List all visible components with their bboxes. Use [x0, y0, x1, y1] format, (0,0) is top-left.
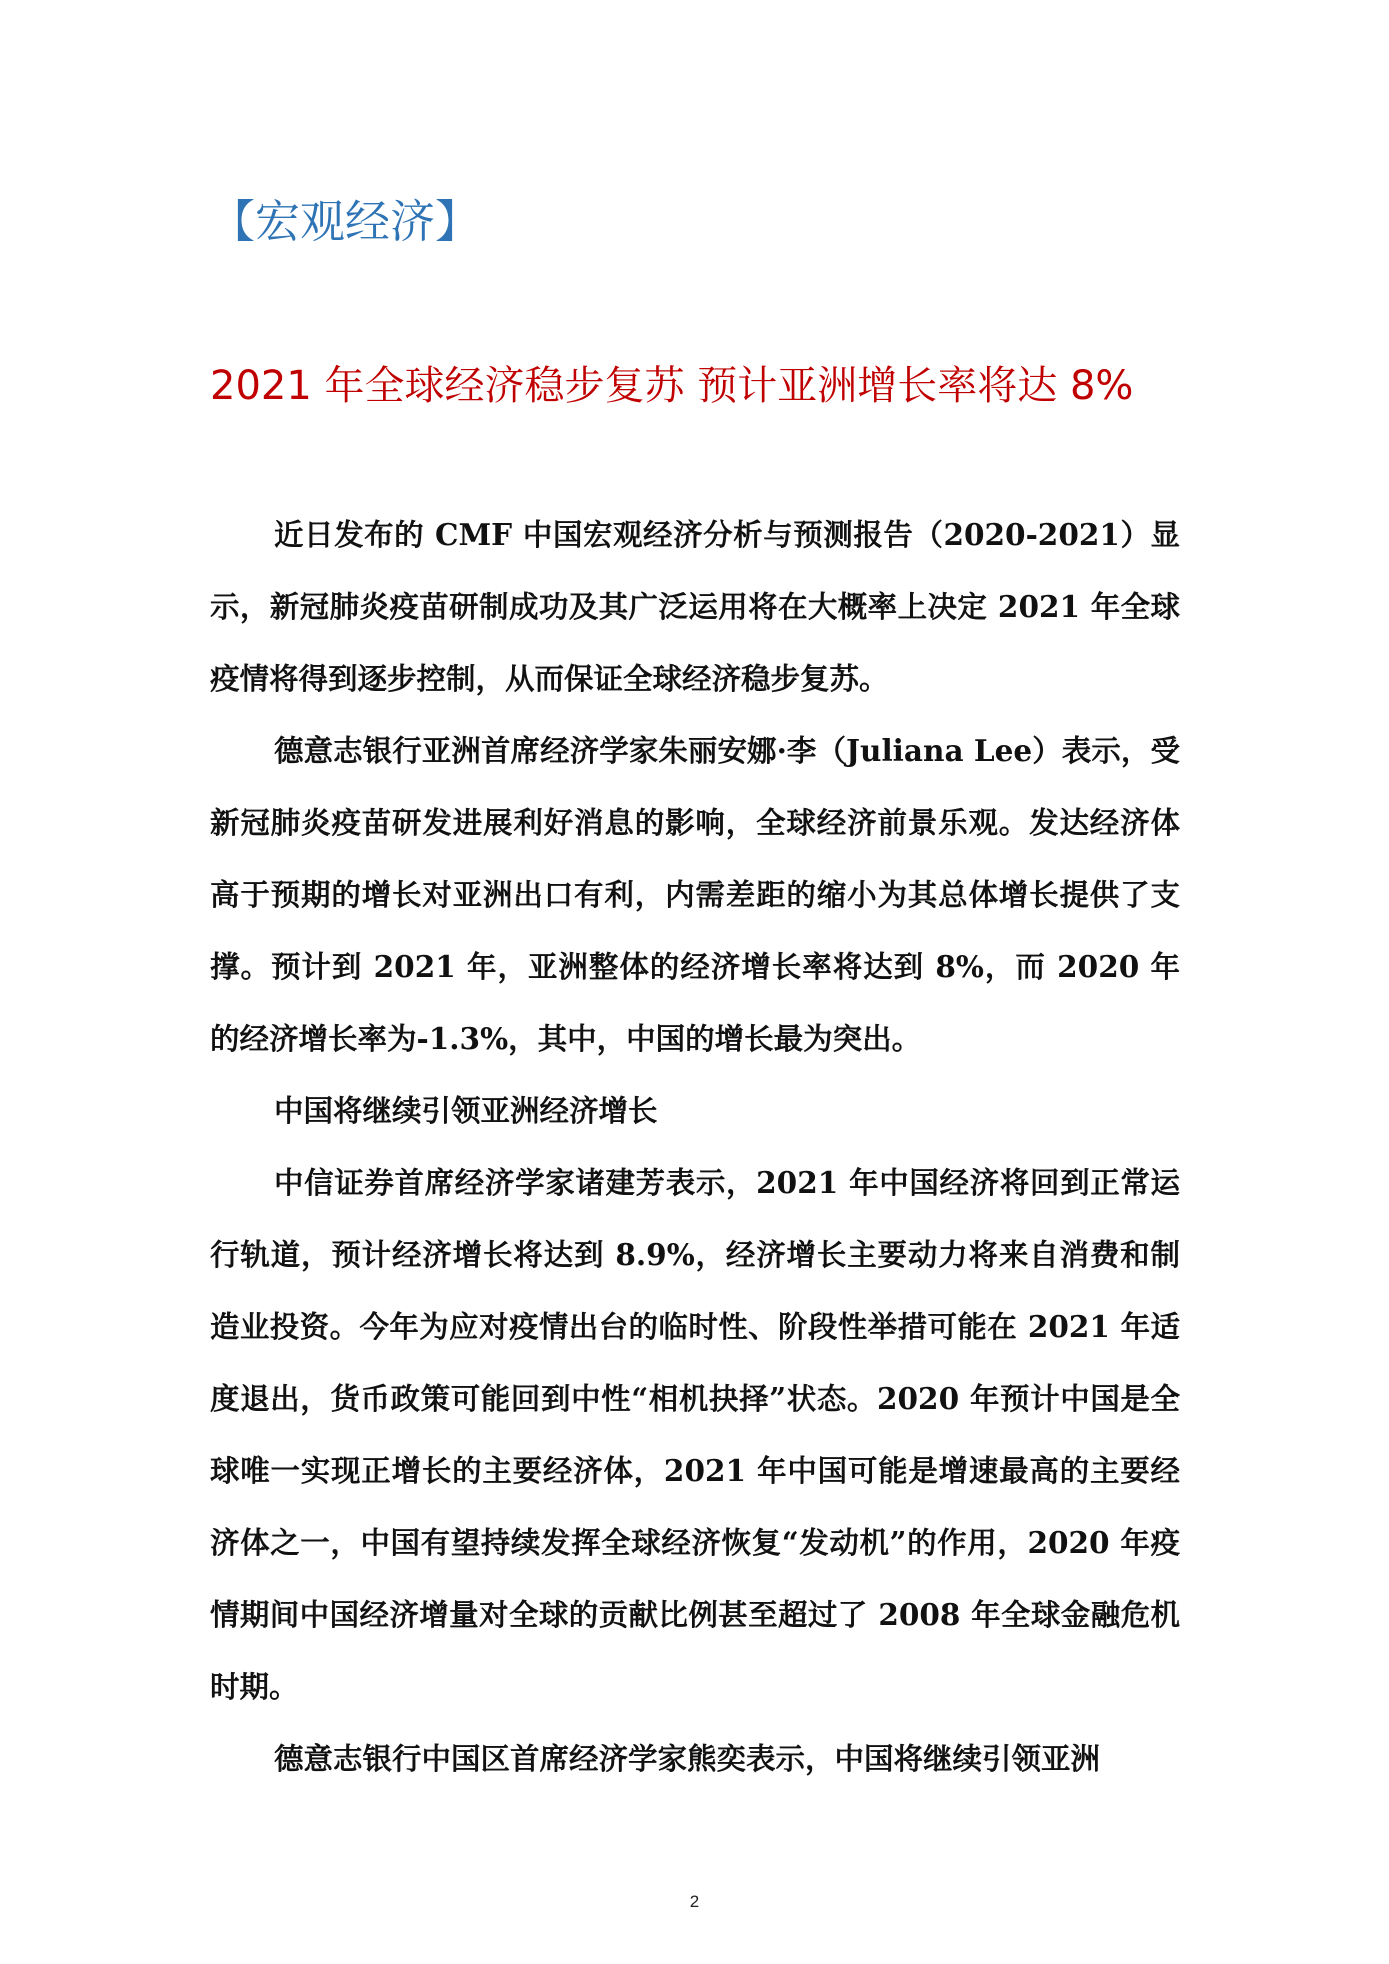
paragraph-3: 中信证券首席经济学家诸建芳表示，2021 年中国经济将回到正常运行轨道，预计经济增长将达到 8.9%，经济增长主要动力将来自消费和制造业投资。今年为应对疫情出台的临时性、阶段性举措可能在 2021 年适度退出，货币政策可能回到中性“相机抉择”状态。2020 年预计中国是全球唯一实现正增长的主要经济体，2021 年中国可能是增速最高的主要经济体之一，中国有望持续发挥全球经济恢复“发动机”的作用，2020 年疫情期间中国经济增量对全球的贡献比例甚至超过了 2008 年全球金融危机时期。	[210, 1165, 1180, 1704]
article-headline: 2021 年全球经济稳步复苏 预计亚洲增长率将达 8%	[210, 363, 1134, 409]
article-body	[210, 499, 1180, 1795]
page-number: 2	[689, 1892, 700, 1911]
paragraph-1: 近日发布的 CMF 中国宏观经济分析与预测报告（2020-2021）显示，新冠肺炎疫苗研制成功及其广泛运用将在大概率上决定 2021 年全球疫情将得到逐步控制，从而保证全球经济稳步复苏。	[210, 517, 1180, 696]
paragraph-4: 德意志银行中国区首席经济学家熊奕表示，中国将继续引领亚洲	[274, 1741, 1101, 1776]
subheading: 中国将继续引领亚洲经济增长	[274, 1093, 658, 1128]
paragraph-2: 德意志银行亚洲首席经济学家朱丽安娜·李（Juliana Lee）表示，受新冠肺炎疫苗研发进展利好消息的影响，全球经济前景乐观。发达经济体高于预期的增长对亚洲出口有利，内需差距的缩小为其总体增长提供了支撑。预计到 2021 年，亚洲整体的经济增长率将达到 8%，而 2020 年的经济增长率为-1.3%，其中，中国的增长最为突出。	[210, 733, 1180, 1056]
section-label: 【宏观经济】	[210, 195, 481, 248]
